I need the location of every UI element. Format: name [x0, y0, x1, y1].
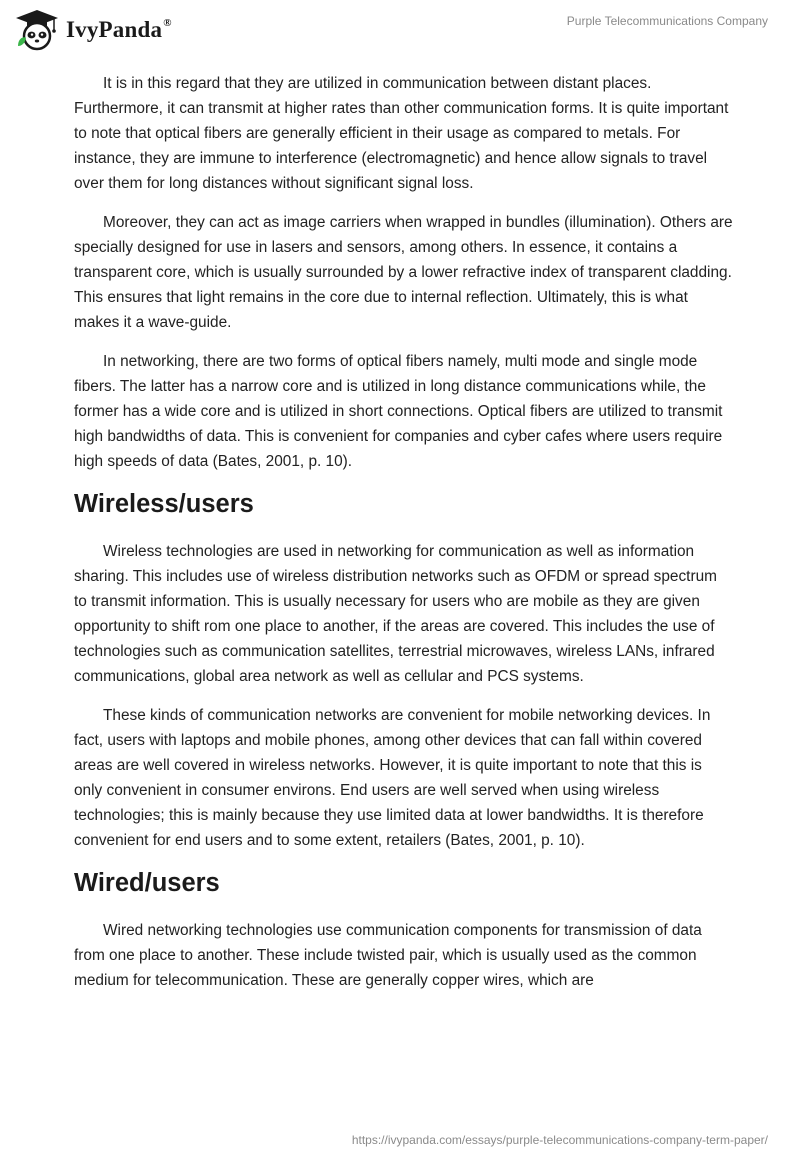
- registered-mark: ®: [163, 17, 172, 29]
- paragraph: These kinds of communication networks are convenient for mobile networking devices. In fact, users with laptops and mobile phones, among other devices that can fall within covered areas are well covered in wireless networks. However, it is quite important to note that this is only convenient in consumer environs. End users are well served when using wireless technologies; this is mainly because they use limited data at lower bandwidths. It is therefore convenient for end users and to some extent, retailers (Bates, 2001, p. 10).: [74, 707, 711, 849]
- page-header: [0, 0, 800, 64]
- paragraph: Wireless technologies are used in networking for communication as well as information sharing. This includes use of wireless distribution networks such as OFDM or spread spectrum to transmit information. This is usually necessary for users who are mobile as they are given opportunity to shift rom one place to another, if the areas are covered. This includes the use of technologies such as communication satellites, terrestrial microwaves, wireless LANs, infrared communications, global area network as well as cellular and PCS systems.: [74, 543, 717, 685]
- paragraph: It is in this regard that they are utilized in communication between distant places. Furthermore, it can transmit at higher rates than other communication forms. It is quite important to note that optical fibers are generally efficient in their usage as compared to metals. For instance, they are immune to interference (electromagnetic) and hence allow signals to travel over them for long distances without significant signal loss.: [74, 75, 729, 192]
- ivypanda-logo[interactable]: [14, 8, 172, 52]
- logo-text: IvyPanda: [66, 17, 163, 42]
- logo-wordmark: [66, 17, 172, 43]
- paragraph: In networking, there are two forms of optical fibers namely, multi mode and single mode fibers. The latter has a narrow core and is utilized in long distance communications while, the former has a wide core and is utilized in short connections. Optical fibers are utilized to transmit high bandwidths of data. This is convenient for companies and cyber cafes where users require high speeds of data (Bates, 2001, p. 10).: [74, 353, 723, 470]
- panda-graduate-icon: [14, 8, 60, 52]
- document-title: Purple Telecommunications Company: [566, 14, 768, 28]
- section-heading-wireless: Wireless/users: [74, 490, 254, 518]
- paragraph: Wired networking technologies use communication components for transmission of data from one place to another. These include twisted pair, which is usually used as the common medium for telecommunication. These are generally copper wires, which are: [74, 922, 702, 989]
- paragraph: Moreover, they can act as image carriers when wrapped in bundles (illumination). Others are specially designed for use in lasers and sensors, among others. In essence, it contains a transparent core, which is usually surrounded by a lower refractive index of transparent cladding. This ensures that light remains in the core due to internal reflection. Ultimately, this is what makes it a wave-guide.: [74, 214, 733, 331]
- article-body: [74, 71, 734, 1007]
- source-url[interactable]: https://ivypanda.com/essays/purple-telecommunications-company-term-paper/: [351, 1133, 768, 1147]
- section-heading-wired: Wired/users: [74, 869, 220, 897]
